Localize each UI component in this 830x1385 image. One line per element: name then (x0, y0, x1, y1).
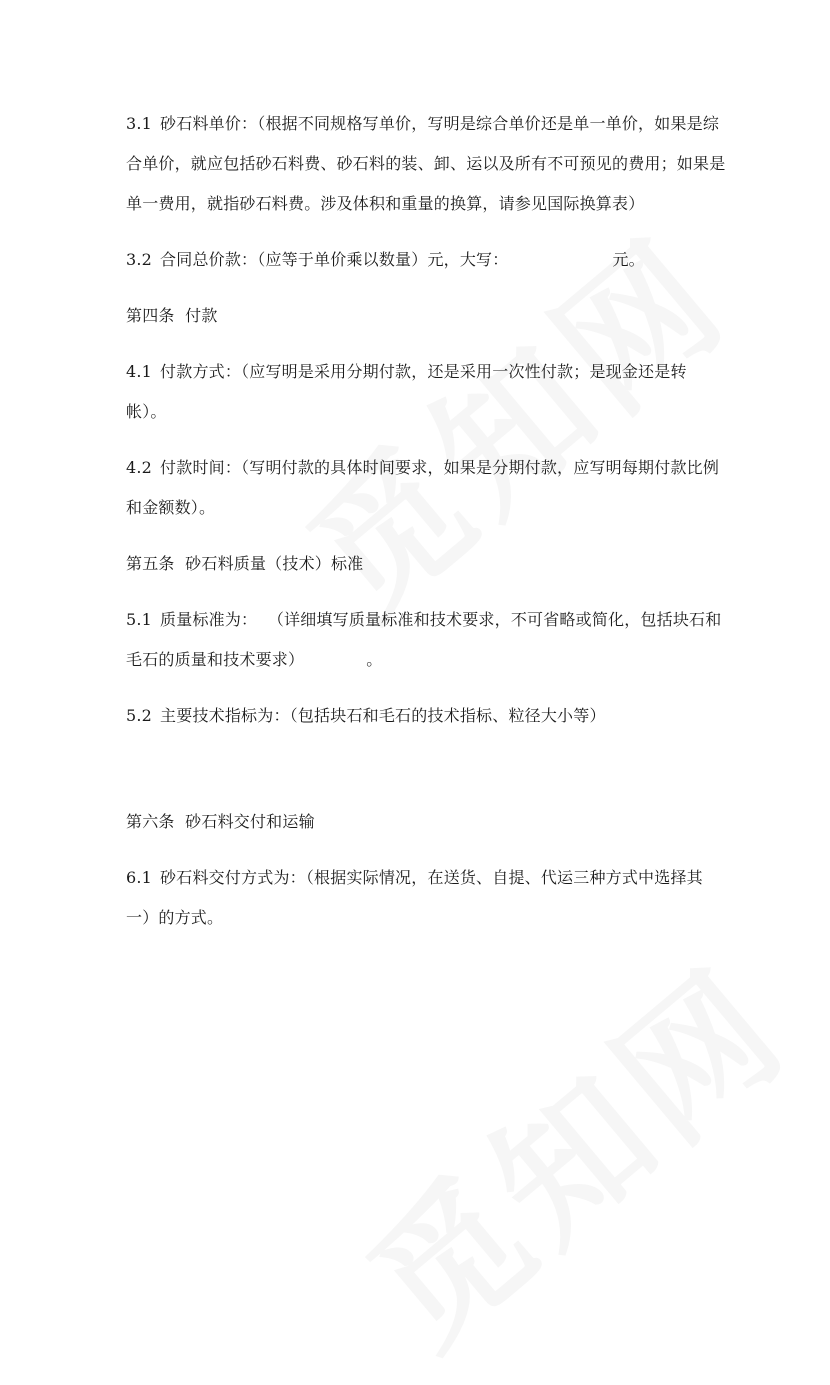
clause-tail: 元。 (612, 250, 645, 269)
clause-number: 4.1 (126, 362, 153, 381)
clause-number: 5.2 (126, 706, 153, 725)
section-heading-5: 第五条 砂石料质量（技术）标准 (126, 554, 364, 573)
clause-number: 5.1 (126, 610, 153, 629)
clause-text: 砂石料单价：（根据不同规格写单价，写明是综合单价还是单一单价，如果是综合单价，就应包括砂石料费、砂石料的装、卸、运以及所有不可预见的费用；如果是单一费用，就指砂石料费。涉及体积和重量的换算，请参见国际换算表） (126, 114, 726, 213)
clause-text: 付款时间：（写明付款的具体时间要求，如果是分期付款，应写明每期付款比例和金额数）。 (126, 458, 720, 517)
paragraph-3-2 (126, 240, 726, 280)
clause-text: 付款方式：（应写明是采用分期付款，还是采用一次性付款；是现金还是转帐）。 (126, 362, 687, 421)
clause-text: 合同总价款：（应等于单价乘以数量）元，大写： (160, 250, 509, 269)
paragraph-4-1 (126, 352, 726, 432)
section-heading-4: 第四条 付款 (126, 306, 218, 325)
paragraph-3-1 (126, 104, 726, 224)
paragraph-6-1 (126, 858, 726, 938)
clause-text: 砂石料交付方式为：（根据实际情况，在送货、自提、代运三种方式中选择其一）的方式。 (126, 868, 703, 927)
paragraph-5-1 (126, 600, 726, 680)
clause-text: 质量标准为： （详细填写质量标准和技术要求，不可省略或简化，包括块石和毛石的质量和技术要求） (126, 610, 722, 669)
section-heading-6: 第六条 砂石料交付和运输 (126, 812, 315, 831)
watermark (317, 911, 824, 1385)
clause-number: 3.2 (126, 250, 153, 269)
clause-tail: 。 (366, 650, 383, 669)
clause-number: 3.1 (126, 114, 153, 133)
paragraph-4-2 (126, 448, 726, 528)
clause-number: 4.2 (126, 458, 153, 477)
blank-spacer (126, 752, 726, 802)
paragraph-5-2 (126, 696, 726, 736)
clause-number: 6.1 (126, 868, 153, 887)
clause-text: 主要技术指标为：（包括块石和毛石的技术指标、粒径大小等） (160, 706, 606, 725)
document-body (126, 104, 726, 954)
